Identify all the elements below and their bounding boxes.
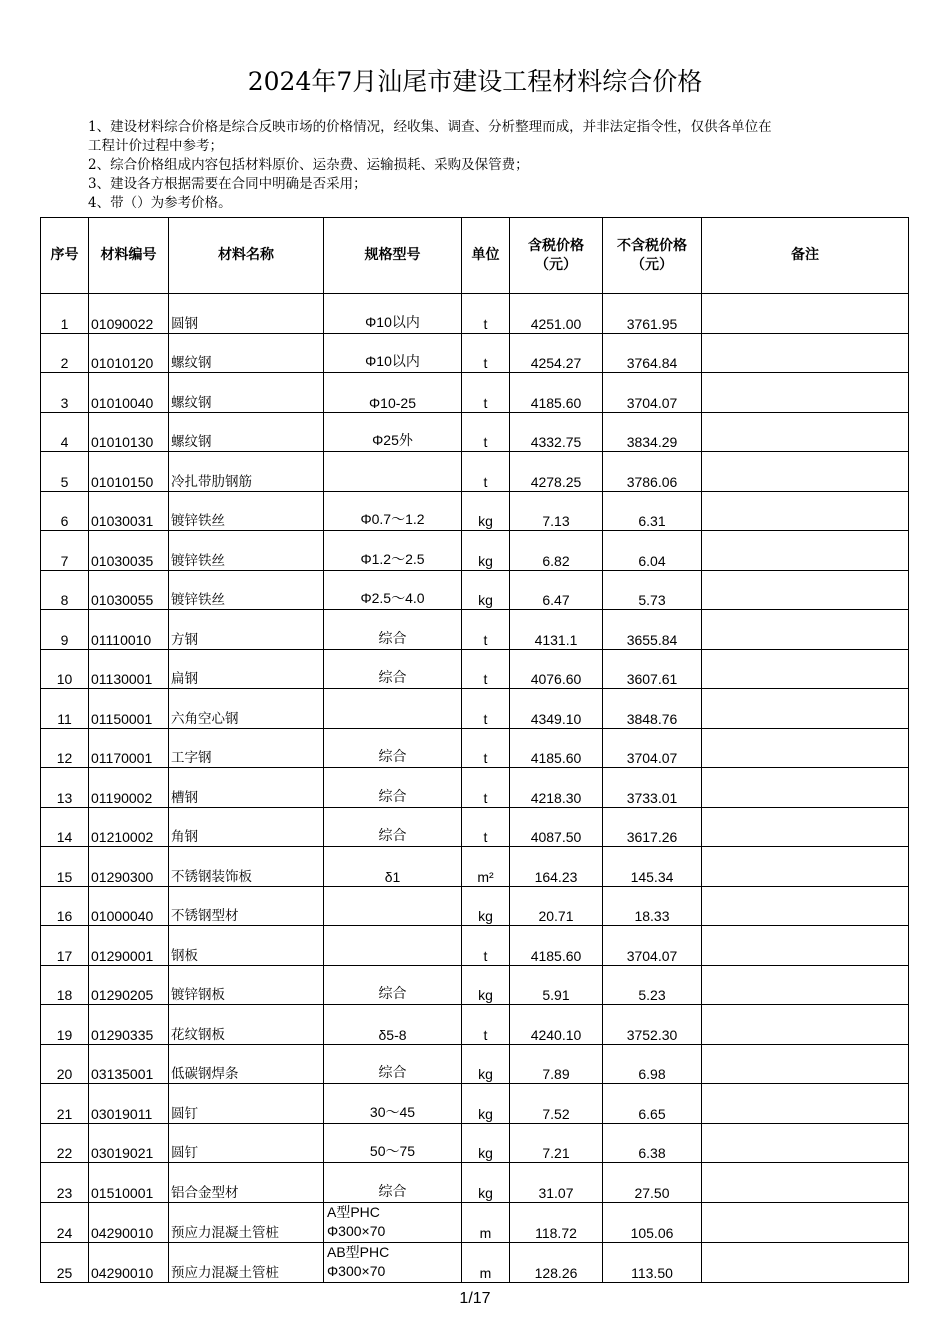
cell-code: 01290205 [89, 965, 169, 1005]
note-line: 1、建设材料综合价格是综合反映市场的价格情况，经收集、调查、分析整理而成，并非法定指令性，仅供各单位在 [88, 119, 772, 135]
cell-name: 螺纹钢 [169, 373, 324, 413]
table-row [41, 807, 909, 847]
cell-code: 01170001 [89, 728, 169, 768]
cell-price-tax: 20.71 [510, 886, 603, 926]
cell-price-notax: 3764.84 [603, 333, 702, 373]
cell-spec: 综合 [324, 610, 462, 650]
cell-spec: Φ0.7～1.2 [324, 491, 462, 531]
cell-price-tax: 5.91 [510, 965, 603, 1005]
cell-code: 01090022 [89, 294, 169, 334]
cell-seq: 20 [41, 1044, 89, 1084]
cell-remark [702, 452, 909, 492]
cell-spec: Φ2.5～4.0 [324, 570, 462, 610]
cell-price-tax: 4185.60 [510, 728, 603, 768]
cell-seq: 12 [41, 728, 89, 768]
cell-spec: Φ10-25 [324, 373, 462, 413]
cell-spec: 综合 [324, 807, 462, 847]
cell-code: 03135001 [89, 1044, 169, 1084]
cell-name: 方钢 [169, 610, 324, 650]
table-row [41, 1123, 909, 1163]
table-row [41, 491, 909, 531]
spec-line: Φ300×70 [327, 1222, 386, 1239]
cell-unit: kg [462, 1084, 510, 1124]
cell-code: 01010130 [89, 412, 169, 452]
cell-price-tax: 118.72 [510, 1202, 603, 1242]
cell-price-notax: 3834.29 [603, 412, 702, 452]
cell-price-notax: 3752.30 [603, 1005, 702, 1045]
cell-price-tax: 4076.60 [510, 649, 603, 689]
cell-code: 01010120 [89, 333, 169, 373]
cell-code: 01210002 [89, 807, 169, 847]
cell-unit: t [462, 412, 510, 452]
cell-seq: 4 [41, 412, 89, 452]
cell-name: 镀锌铁丝 [169, 491, 324, 531]
cell-unit: kg [462, 570, 510, 610]
cell-name: 圆钢 [169, 294, 324, 334]
table-row [41, 1044, 909, 1084]
cell-spec [324, 886, 462, 926]
cell-price-tax: 6.47 [510, 570, 603, 610]
cell-price-notax: 6.98 [603, 1044, 702, 1084]
cell-price-tax: 4251.00 [510, 294, 603, 334]
cell-price-notax: 6.65 [603, 1084, 702, 1124]
cell-code: 01510001 [89, 1163, 169, 1203]
cell-remark [702, 373, 909, 413]
cell-unit: m [462, 1242, 510, 1282]
cell-remark [702, 1202, 909, 1242]
cell-name: 低碳钢焊条 [169, 1044, 324, 1084]
cell-spec: δ5-8 [324, 1005, 462, 1045]
cell-spec [324, 689, 462, 729]
cell-price-tax: 4218.30 [510, 768, 603, 808]
cell-price-notax: 3704.07 [603, 926, 702, 966]
cell-seq: 10 [41, 649, 89, 689]
cell-name: 预应力混凝土管桩 [169, 1202, 324, 1242]
cell-price-notax: 3704.07 [603, 728, 702, 768]
cell-remark [702, 333, 909, 373]
cell-unit: kg [462, 1123, 510, 1163]
cell-remark [702, 570, 909, 610]
cell-price-tax: 4240.10 [510, 1005, 603, 1045]
cell-name: 不锈钢型材 [169, 886, 324, 926]
cell-remark [702, 886, 909, 926]
cell-remark [702, 1005, 909, 1045]
cell-code: 01110010 [89, 610, 169, 650]
table-header-row [41, 218, 909, 294]
cell-unit: t [462, 807, 510, 847]
cell-remark [702, 768, 909, 808]
cell-remark [702, 728, 909, 768]
table-row [41, 294, 909, 334]
cell-unit: kg [462, 1163, 510, 1203]
cell-price-tax: 4254.27 [510, 333, 603, 373]
cell-seq: 5 [41, 452, 89, 492]
cell-name: 预应力混凝土管桩 [169, 1242, 324, 1282]
cell-price-notax: 18.33 [603, 886, 702, 926]
header-unit: 单位 [462, 218, 510, 294]
cell-seq: 11 [41, 689, 89, 729]
cell-name: 铝合金型材 [169, 1163, 324, 1203]
cell-code: 01190002 [89, 768, 169, 808]
cell-price-notax: 3704.07 [603, 373, 702, 413]
cell-code: 03019011 [89, 1084, 169, 1124]
cell-remark [702, 1242, 909, 1282]
table-row [41, 926, 909, 966]
cell-price-notax: 6.38 [603, 1123, 702, 1163]
cell-spec: 综合 [324, 768, 462, 808]
cell-seq: 8 [41, 570, 89, 610]
note-line: 4、带（）为参考价格。 [88, 195, 232, 211]
cell-name: 圆钉 [169, 1084, 324, 1124]
cell-price-tax: 7.21 [510, 1123, 603, 1163]
cell-price-tax: 7.52 [510, 1084, 603, 1124]
spec-line: Φ300×70 [327, 1262, 386, 1279]
cell-remark [702, 847, 909, 887]
cell-unit: t [462, 373, 510, 413]
cell-unit: t [462, 689, 510, 729]
cell-remark [702, 689, 909, 729]
cell-price-notax: 3655.84 [603, 610, 702, 650]
cell-code: 01010040 [89, 373, 169, 413]
cell-price-notax: 113.50 [603, 1242, 702, 1282]
cell-seq: 14 [41, 807, 89, 847]
table-row [41, 649, 909, 689]
cell-unit: t [462, 768, 510, 808]
cell-remark [702, 294, 909, 334]
cell-remark [702, 412, 909, 452]
cell-seq: 16 [41, 886, 89, 926]
cell-remark [702, 491, 909, 531]
cell-price-tax: 164.23 [510, 847, 603, 887]
cell-price-notax: 6.31 [603, 491, 702, 531]
cell-spec: Φ10以内 [324, 333, 462, 373]
cell-code: 01150001 [89, 689, 169, 729]
cell-price-tax: 4185.60 [510, 373, 603, 413]
cell-price-notax: 105.06 [603, 1202, 702, 1242]
table-row [41, 1005, 909, 1045]
cell-name: 螺纹钢 [169, 412, 324, 452]
cell-code: 01290001 [89, 926, 169, 966]
table-row [41, 1084, 909, 1124]
cell-unit: kg [462, 491, 510, 531]
cell-name: 钢板 [169, 926, 324, 966]
cell-remark [702, 965, 909, 1005]
cell-price-tax: 31.07 [510, 1163, 603, 1203]
cell-unit: kg [462, 531, 510, 571]
cell-price-tax: 7.13 [510, 491, 603, 531]
cell-seq: 2 [41, 333, 89, 373]
cell-name: 冷扎带肋钢筋 [169, 452, 324, 492]
table-row [41, 570, 909, 610]
cell-code: 04290010 [89, 1202, 169, 1242]
cell-price-tax: 4087.50 [510, 807, 603, 847]
page-title: 2024年7月汕尾市建设工程材料综合价格 [247, 67, 703, 96]
cell-unit: kg [462, 1044, 510, 1084]
table-row [41, 847, 909, 887]
cell-code: 03019021 [89, 1123, 169, 1163]
cell-seq: 18 [41, 965, 89, 1005]
cell-spec: 50～75 [324, 1123, 462, 1163]
cell-seq: 3 [41, 373, 89, 413]
header-name: 材料名称 [169, 218, 324, 294]
cell-code: 01010150 [89, 452, 169, 492]
cell-name: 角钢 [169, 807, 324, 847]
cell-spec: Φ10以内 [324, 294, 462, 334]
cell-seq: 19 [41, 1005, 89, 1045]
cell-unit: kg [462, 886, 510, 926]
cell-spec: 综合 [324, 728, 462, 768]
table-row [41, 768, 909, 808]
cell-spec: Φ25外 [324, 412, 462, 452]
cell-unit: t [462, 294, 510, 334]
cell-spec: δ1 [324, 847, 462, 887]
table-row [41, 412, 909, 452]
cell-spec: 综合 [324, 965, 462, 1005]
note-line: 2、综合价格组成内容包括材料原价、运杂费、运输损耗、采购及保管费； [88, 157, 529, 173]
cell-remark [702, 926, 909, 966]
cell-unit: kg [462, 965, 510, 1005]
notes [88, 118, 878, 213]
cell-price-notax: 3761.95 [603, 294, 702, 334]
cell-unit: t [462, 333, 510, 373]
cell-remark [702, 531, 909, 571]
cell-seq: 6 [41, 491, 89, 531]
cell-seq: 7 [41, 531, 89, 571]
table-row [41, 965, 909, 1005]
cell-price-notax: 145.34 [603, 847, 702, 887]
cell-remark [702, 1084, 909, 1124]
cell-price-notax: 5.73 [603, 570, 702, 610]
cell-seq: 24 [41, 1202, 89, 1242]
header-price-notax: 不含税价格 （元） [603, 218, 702, 294]
header-seq: 序号 [41, 218, 89, 294]
header-price-tax: 含税价格 （元） [510, 218, 603, 294]
table-row [41, 333, 909, 373]
cell-code: 01290300 [89, 847, 169, 887]
cell-spec: 综合 [324, 1044, 462, 1084]
note-line: 工程计价过程中参考； [88, 138, 223, 154]
header-remark: 备注 [702, 218, 909, 294]
header-code: 材料编号 [89, 218, 169, 294]
cell-seq: 1 [41, 294, 89, 334]
cell-unit: t [462, 926, 510, 966]
cell-spec [324, 1202, 462, 1242]
cell-unit: t [462, 452, 510, 492]
cell-code: 01030035 [89, 531, 169, 571]
cell-price-notax: 27.50 [603, 1163, 702, 1203]
cell-unit: t [462, 1005, 510, 1045]
cell-name: 镀锌铁丝 [169, 531, 324, 571]
table-row [41, 610, 909, 650]
spec-line: A型PHC [327, 1203, 380, 1220]
cell-code: 01030055 [89, 570, 169, 610]
cell-name: 花纹钢板 [169, 1005, 324, 1045]
cell-name: 螺纹钢 [169, 333, 324, 373]
table-row [41, 373, 909, 413]
table-row [41, 728, 909, 768]
cell-seq: 13 [41, 768, 89, 808]
cell-remark [702, 610, 909, 650]
cell-price-tax: 4185.60 [510, 926, 603, 966]
cell-seq: 25 [41, 1242, 89, 1282]
table-row [41, 452, 909, 492]
cell-code: 01000040 [89, 886, 169, 926]
header-spec: 规格型号 [324, 218, 462, 294]
cell-seq: 22 [41, 1123, 89, 1163]
cell-unit: t [462, 610, 510, 650]
cell-name: 槽钢 [169, 768, 324, 808]
cell-code: 01130001 [89, 649, 169, 689]
cell-remark [702, 807, 909, 847]
cell-unit: m² [462, 847, 510, 887]
cell-unit: t [462, 649, 510, 689]
cell-price-notax: 6.04 [603, 531, 702, 571]
cell-name: 六角空心钢 [169, 689, 324, 729]
cell-name: 镀锌铁丝 [169, 570, 324, 610]
table-row [41, 689, 909, 729]
cell-spec [324, 1242, 462, 1282]
cell-spec: Φ1.2～2.5 [324, 531, 462, 571]
cell-price-tax: 4131.1 [510, 610, 603, 650]
cell-spec: 30～45 [324, 1084, 462, 1124]
cell-code: 01030031 [89, 491, 169, 531]
cell-price-notax: 3848.76 [603, 689, 702, 729]
price-table [40, 217, 909, 1283]
table-row [41, 1163, 909, 1203]
cell-spec [324, 452, 462, 492]
cell-remark [702, 1123, 909, 1163]
table-row [41, 1202, 909, 1242]
cell-seq: 15 [41, 847, 89, 887]
cell-name: 工字钢 [169, 728, 324, 768]
spec-line: AB型PHC [327, 1243, 390, 1260]
cell-price-tax: 4349.10 [510, 689, 603, 729]
cell-unit: m [462, 1202, 510, 1242]
table-row [41, 1242, 909, 1282]
cell-price-notax: 3733.01 [603, 768, 702, 808]
cell-name: 圆钉 [169, 1123, 324, 1163]
cell-spec: 综合 [324, 1163, 462, 1203]
cell-seq: 9 [41, 610, 89, 650]
cell-name: 不锈钢装饰板 [169, 847, 324, 887]
cell-remark [702, 649, 909, 689]
cell-price-notax: 3607.61 [603, 649, 702, 689]
cell-code: 01290335 [89, 1005, 169, 1045]
cell-price-tax: 128.26 [510, 1242, 603, 1282]
cell-price-tax: 4278.25 [510, 452, 603, 492]
cell-price-tax: 7.89 [510, 1044, 603, 1084]
cell-spec: 综合 [324, 649, 462, 689]
cell-price-notax: 3786.06 [603, 452, 702, 492]
cell-seq: 17 [41, 926, 89, 966]
cell-price-tax: 6.82 [510, 531, 603, 571]
table-row [41, 886, 909, 926]
cell-seq: 23 [41, 1163, 89, 1203]
cell-code: 04290010 [89, 1242, 169, 1282]
cell-remark [702, 1044, 909, 1084]
cell-spec [324, 926, 462, 966]
cell-price-tax: 4332.75 [510, 412, 603, 452]
cell-name: 镀锌钢板 [169, 965, 324, 1005]
cell-remark [702, 1163, 909, 1203]
cell-unit: t [462, 728, 510, 768]
cell-seq: 21 [41, 1084, 89, 1124]
cell-price-notax: 3617.26 [603, 807, 702, 847]
cell-name: 扁钢 [169, 649, 324, 689]
note-line: 3、建设各方根据需要在合同中明确是否采用； [88, 176, 367, 192]
page-number: 1/17 [459, 1290, 491, 1307]
cell-price-notax: 5.23 [603, 965, 702, 1005]
table-row [41, 531, 909, 571]
